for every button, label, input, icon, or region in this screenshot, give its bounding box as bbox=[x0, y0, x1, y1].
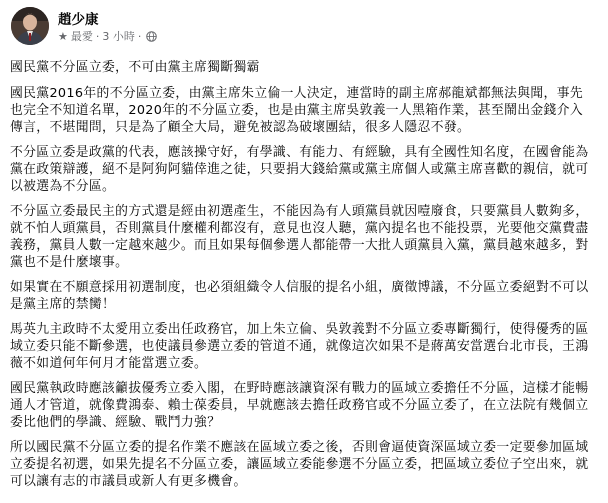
post-meta bbox=[58, 28, 157, 44]
post-paragraph: 所以國民黨不分區立委的提名作業不應該在區域立委之後，否則會逼使資深區域立委一定要參加區域立委提名初選，如果先提名不分區立委，讓區域立委能參選不分區立委，把區域立委位子空出來，就可以讓有志的市議員或新人有更多機會。 bbox=[10, 440, 589, 489]
post-timestamp[interactable]: 3 小時 bbox=[102, 30, 135, 43]
avatar-image bbox=[11, 7, 49, 45]
post-paragraph: 國民黨2016年的不分區立委，由黨主席朱立倫一人決定，連當時的副主席郝龍斌都無法與聞，事先也完全不知道名單，2020年的不分區立委，也是由黨主席吳敦義一人黑箱作業，甚至鬧出金錢介入傳言，不堪聞問，只是為了顧全大局，避免被認為破壞團結，很多人隱忍不發。 bbox=[10, 86, 583, 135]
post-paragraph: 不分區立委是政黨的代表，應該操守好，有學識、有能力、有經驗，具有全國性知名度，在國會能為黨在政策辯護，絕不是阿狗阿貓倖進之徒，只要捐大錢給黨或黨主席個人或黨主席喜歡的親信，就可以被選為不分區。 bbox=[10, 145, 589, 194]
author-name[interactable]: 趙少康 bbox=[58, 12, 99, 28]
avatar[interactable] bbox=[11, 7, 49, 45]
post-paragraph: 不分區立委最民主的方式還是經由初選產生，不能因為有人頭黨員就因噎廢食，只要黨員人數夠多，就不怕人頭黨員，否則黨員什麼權利都沒有，意見也沒人聽，黨內提名也不能投票，光要他交黨費盡義務，黨員人數一定越來越少。而且如果每個參選人都能帶一大批人頭黨員入黨，黨員越來越多，對黨也不是什麼壞事。 bbox=[10, 204, 589, 270]
post-title: 國民黨不分區立委，不可由黨主席獨斷獨霸 bbox=[10, 60, 260, 75]
meta-separator-2: · bbox=[137, 29, 142, 43]
post-body bbox=[10, 59, 596, 498]
meta-separator: · bbox=[95, 29, 100, 43]
favorite-label: 最愛 bbox=[70, 30, 93, 43]
post-paragraph: 國民黨執政時應該籲拔優秀立委入閣，在野時應該讓資深有戰力的區域立委擔任不分區，這樣才能暢通人才管道，就像費鴻泰、賴士葆委員，早就應該去擔任政務官或不分區立委了，在立法院有幾個立委比他們的學識、經驗、戰鬥力強？ bbox=[10, 381, 589, 430]
post-paragraph: 如果實在不願意採用初選制度，也必須組織令人信服的提名小組，廣徵博議，不分區立委絕對不可以是黨主席的禁臠！ bbox=[10, 280, 589, 312]
post-header bbox=[0, 0, 608, 50]
star-icon: ★ bbox=[58, 29, 68, 43]
post-paragraph: 馬英九主政時不太愛用立委出任政務官，加上朱立倫、吳敦義對不分區立委專斷獨行，使得優秀的區域立委只能不斷參選，也使議員參選立委的管道不通，就像這次如果不是蔣萬安當選台北市長，王鴻薇不如道何年何月才能當選立委。 bbox=[10, 322, 589, 371]
globe-icon[interactable] bbox=[146, 31, 157, 42]
